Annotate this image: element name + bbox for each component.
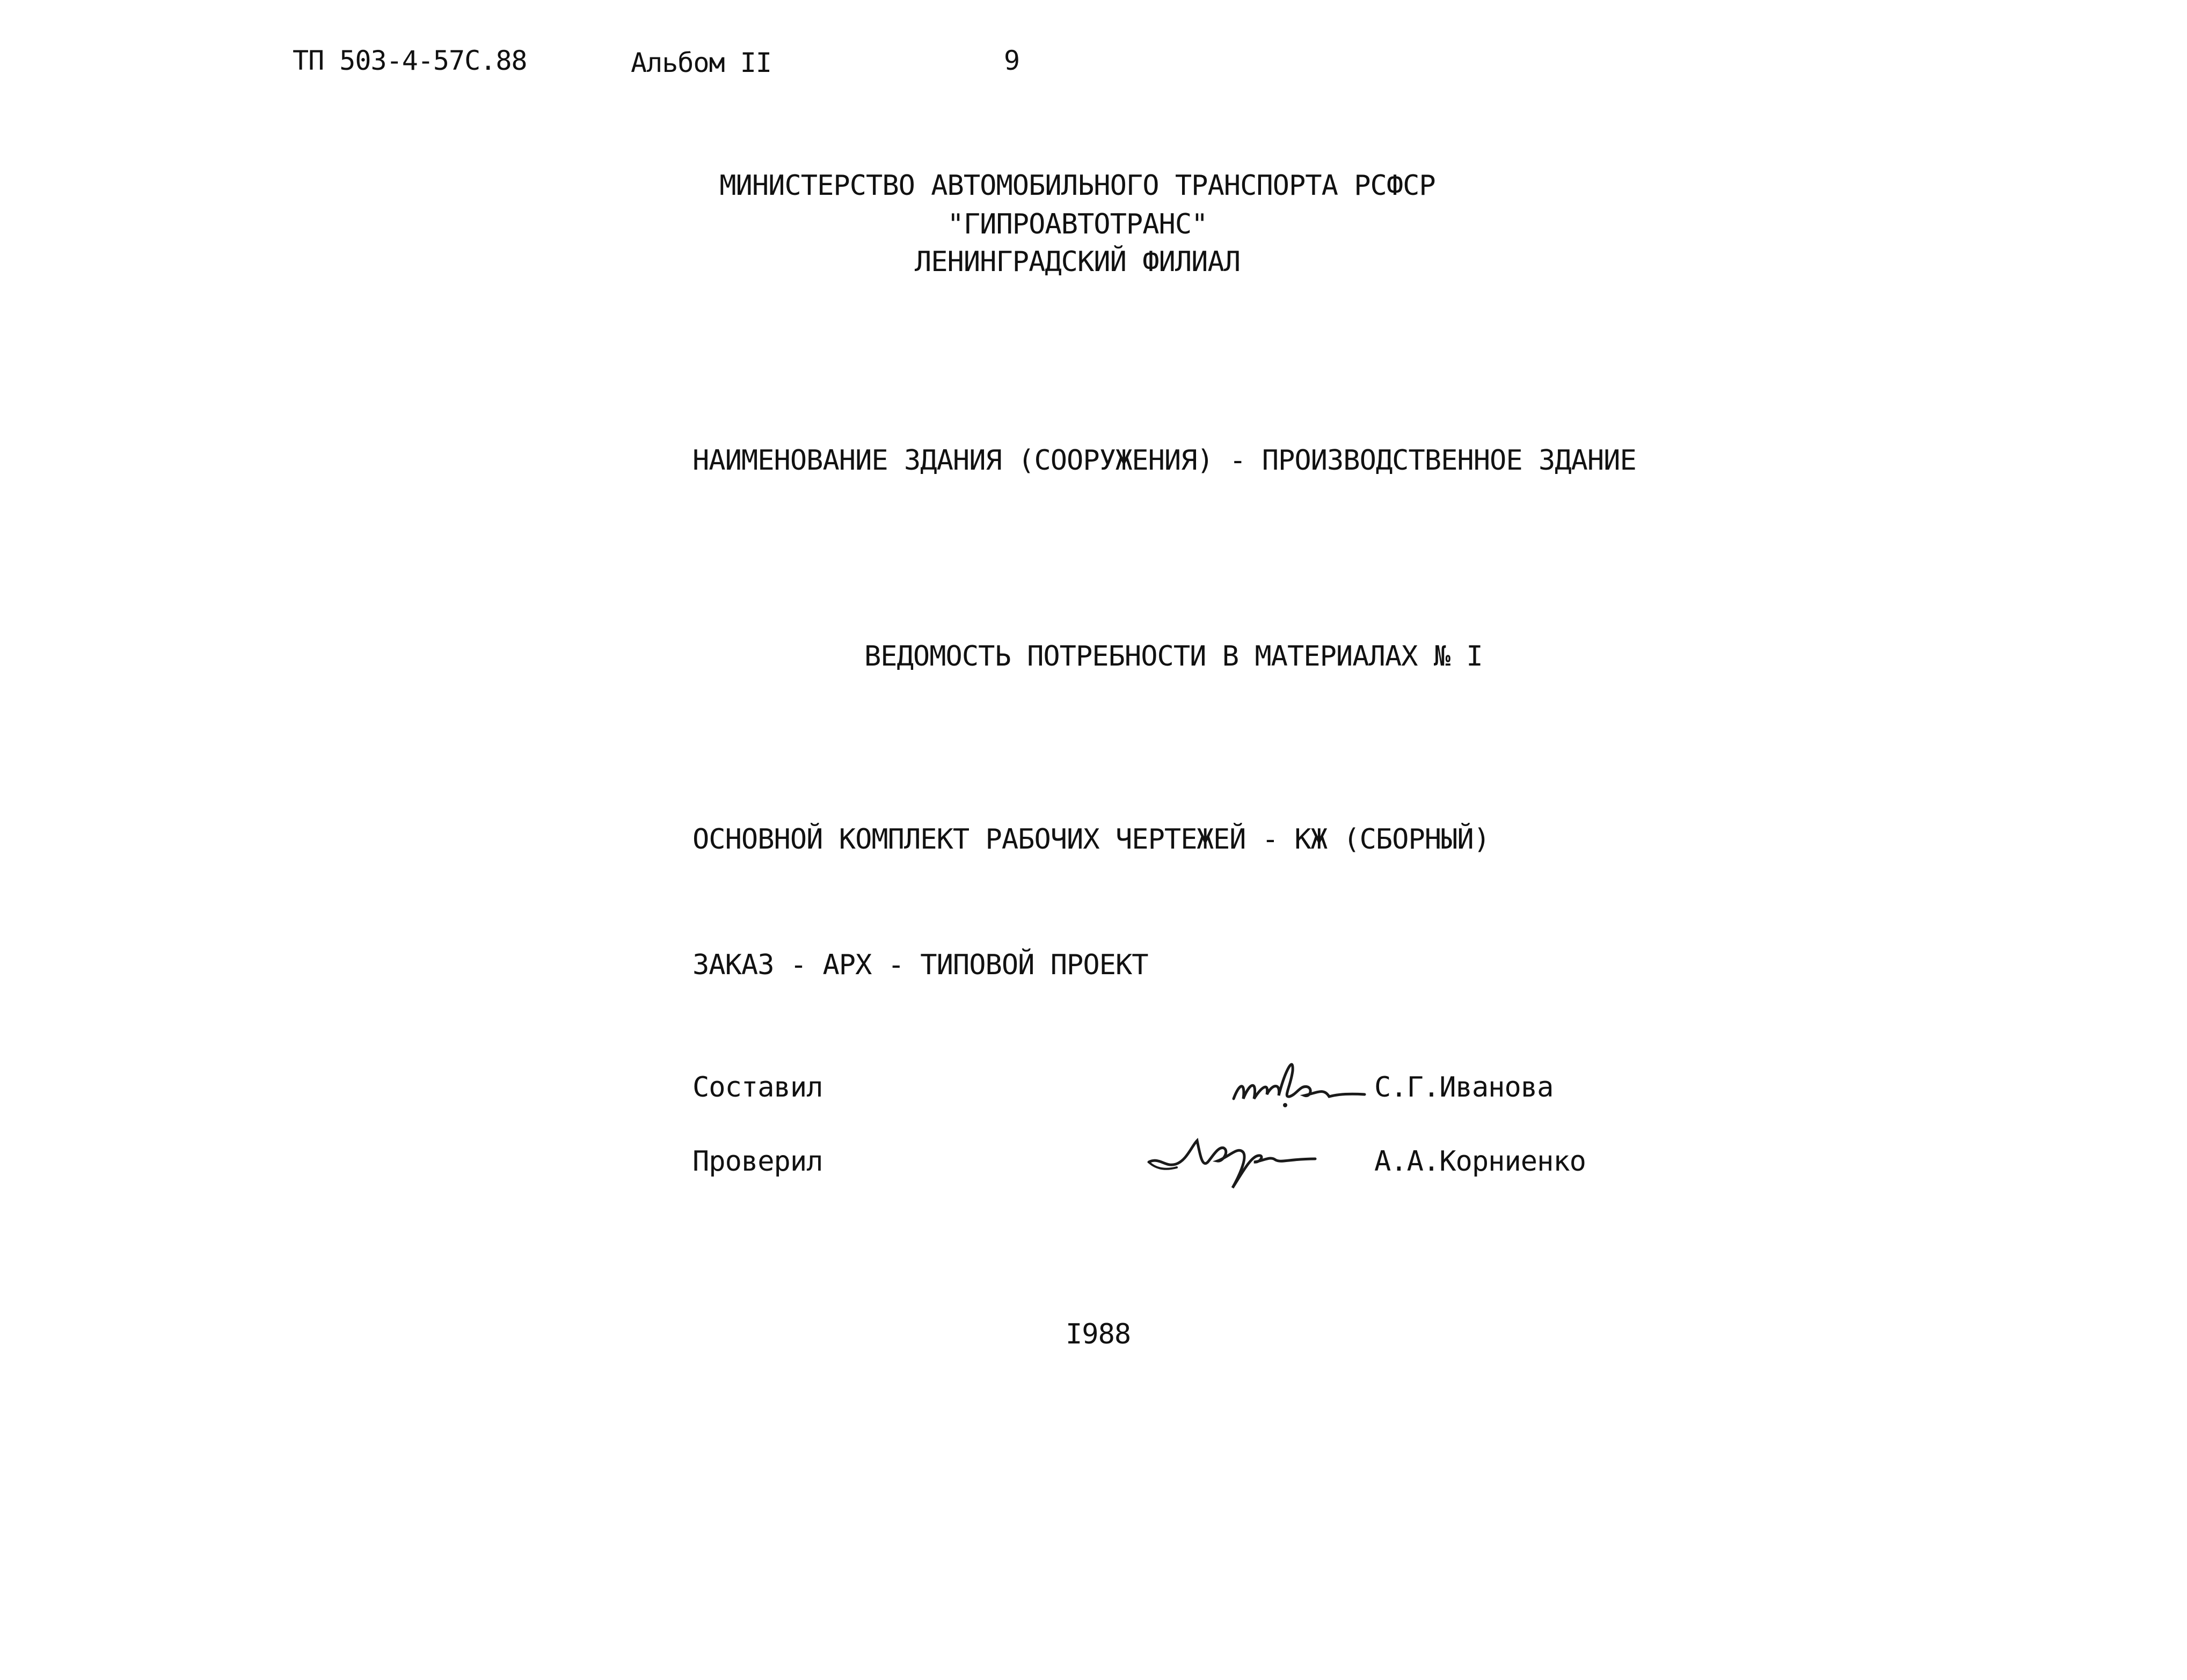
statement-title: ВЕДОМОСТЬ ПОТРЕБНОСТИ В МАТЕРИАЛАХ № I xyxy=(864,640,1483,673)
document-code: ТП 503-4-57С.88 xyxy=(293,45,527,76)
page-number: 9 xyxy=(1004,45,1020,76)
branch-name: ЛЕНИНГРАДСКИЙ ФИЛИАЛ xyxy=(914,246,1241,278)
drawing-set: ОСНОВНОЙ КОМПЛЕКТ РАБОЧИХ ЧЕРТЕЖЕЙ - КЖ (СБОРНЫЙ) xyxy=(692,823,1490,856)
compiled-signature xyxy=(1229,1049,1369,1114)
checked-label: Проверил xyxy=(692,1145,823,1178)
compiled-label: Составил xyxy=(692,1071,823,1104)
compiled-name: С.Г.Иванова xyxy=(1374,1071,1554,1104)
institute-name: "ГИПРОАВТОТРАНС" xyxy=(947,208,1208,240)
checked-name: А.А.Корниенко xyxy=(1374,1145,1586,1178)
album-label: Альбом II xyxy=(631,47,771,78)
order-line: ЗАКАЗ - АРХ - ТИПОВОЙ ПРОЕКТ xyxy=(692,949,1148,981)
year: I988 xyxy=(1066,1318,1131,1350)
building-name: НАИМЕНОВАНИЕ ЗДАНИЯ (СООРУЖЕНИЯ) - ПРОИЗВОДСТВЕННОЕ ЗДАНИЕ xyxy=(692,444,1636,477)
ministry-title: МИНИСТЕРСТВО АВТОМОБИЛЬНОГО ТРАНСПОРТА РСФСР xyxy=(719,170,1435,202)
checked-signature xyxy=(1143,1124,1321,1194)
